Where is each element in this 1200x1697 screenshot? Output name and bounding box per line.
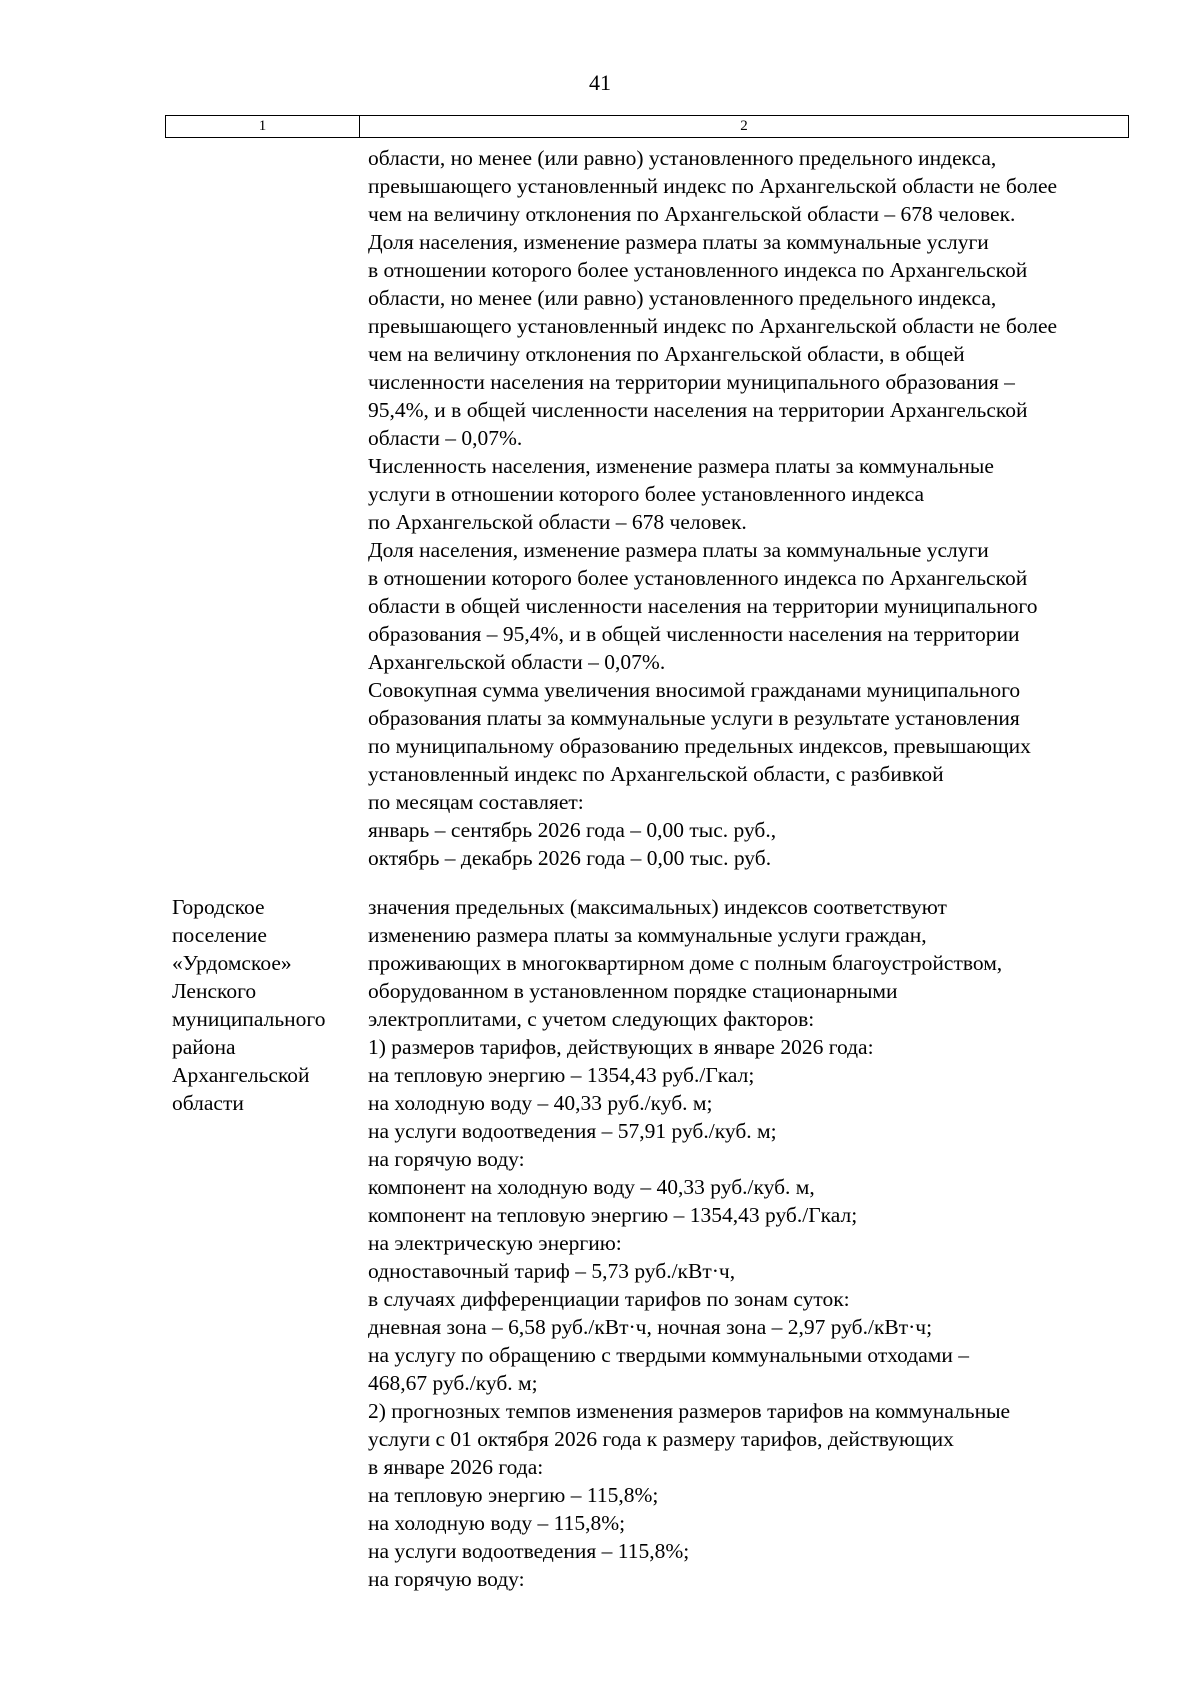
text-line: 468,67 руб./куб. м; — [368, 1371, 538, 1395]
text-line: в отношении которого более установленного индекса по Архангельской — [368, 566, 1028, 590]
text-line: на услугу по обращению с твердыми коммунальными отходами – — [368, 1343, 970, 1367]
text-line: в январе 2026 года: — [368, 1455, 544, 1479]
text-line: Совокупная сумма увеличения вносимой гражданами муниципального — [368, 678, 1021, 702]
text-line: численности населения на территории муниципального образования – — [368, 370, 1015, 394]
table-header-column-1: 1 — [166, 116, 360, 137]
table-header-row — [165, 115, 1129, 138]
text-line: компонент на холодную воду – 40,33 руб./куб. м, — [368, 1175, 815, 1199]
text-line: превышающего установленный индекс по Архангельской области не более — [368, 174, 1058, 198]
municipality-name-line: Городское — [172, 895, 265, 919]
text-line: чем на величину отклонения по Архангельской области, в общей — [368, 342, 965, 366]
text-line: на услуги водоотведения – 57,91 руб./куб. м; — [368, 1119, 777, 1143]
text-line: 2) прогнозных темпов изменения размеров тарифов на коммунальные — [368, 1399, 1011, 1423]
text-line: на холодную воду – 40,33 руб./куб. м; — [368, 1091, 713, 1115]
text-line: на электрическую энергию: — [368, 1231, 622, 1255]
municipality-name-line: поселение — [172, 923, 267, 947]
text-line: области – 0,07%. — [368, 426, 523, 450]
text-line: услуги в отношении которого более установленного индекса — [368, 482, 925, 506]
text-line: изменению размера платы за коммунальные услуги граждан, — [368, 923, 927, 947]
text-line: по Архангельской области – 678 человек. — [368, 510, 747, 534]
text-line: превышающего установленный индекс по Архангельской области не более — [368, 314, 1058, 338]
text-line: Доля населения, изменение размера платы за коммунальные услуги — [368, 230, 989, 254]
text-line: области, но менее (или равно) установленного предельного индекса, — [368, 146, 997, 170]
text-line: Численность населения, изменение размера платы за коммунальные — [368, 454, 994, 478]
text-line: области в общей численности населения на территории муниципального — [368, 594, 1038, 618]
municipality-name-line: «Урдомское» — [172, 951, 292, 975]
text-line: оборудованном в установленном порядке стационарными — [368, 979, 898, 1003]
text-line: значения предельных (максимальных) индексов соответствуют — [368, 895, 947, 919]
municipality-name-line: Архангельской — [172, 1063, 310, 1087]
text-line: на холодную воду – 115,8%; — [368, 1511, 626, 1535]
text-line: на горячую воду: — [368, 1147, 525, 1171]
text-line: одноставочный тариф – 5,73 руб./кВт·ч, — [368, 1259, 736, 1283]
text-line: электроплитами, с учетом следующих факторов: — [368, 1007, 815, 1031]
text-line: январь – сентябрь 2026 года – 0,00 тыс. руб., — [368, 818, 777, 842]
text-line: установленный индекс по Архангельской области, с разбивкой — [368, 762, 944, 786]
text-line: образования – 95,4%, и в общей численности населения на территории — [368, 622, 1020, 646]
text-line: на тепловую энергию – 1354,43 руб./Гкал; — [368, 1063, 755, 1087]
text-line: в случаях дифференциации тарифов по зонам суток: — [368, 1287, 850, 1311]
table-header-column-2: 2 — [740, 118, 748, 134]
text-line: услуги с 01 октября 2026 года к размеру тарифов, действующих — [368, 1427, 954, 1451]
municipality-name-line: Ленского — [172, 979, 257, 1003]
text-line: в отношении которого более установленного индекса по Архангельской — [368, 258, 1028, 282]
municipality-name-line: муниципального — [172, 1007, 326, 1031]
text-line: Архангельской области – 0,07%. — [368, 650, 666, 674]
municipality-name-line: области — [172, 1091, 244, 1115]
text-line: области, но менее (или равно) установленного предельного индекса, — [368, 286, 997, 310]
text-line: чем на величину отклонения по Архангельской области – 678 человек. — [368, 202, 1016, 226]
text-line: образования платы за коммунальные услуги в результате установления — [368, 706, 1020, 730]
block1-description — [368, 144, 1148, 872]
text-line: компонент на тепловую энергию – 1354,43 руб./Гкал; — [368, 1203, 858, 1227]
text-line: проживающих в многоквартирном доме с полным благоустройством, — [368, 951, 1003, 975]
text-line: 1) размеров тарифов, действующих в январе 2026 года: — [368, 1035, 874, 1059]
text-line: на услуги водоотведения – 115,8%; — [368, 1539, 690, 1563]
text-line: октябрь – декабрь 2026 года – 0,00 тыс. руб. — [368, 846, 772, 870]
text-line: по месяцам составляет: — [368, 790, 584, 814]
text-line: дневная зона – 6,58 руб./кВт·ч, ночная зона – 2,97 руб./кВт·ч; — [368, 1315, 933, 1339]
text-line: Доля населения, изменение размера платы за коммунальные услуги — [368, 538, 989, 562]
block2-description — [368, 893, 1148, 1593]
text-line: на горячую воду: — [368, 1567, 525, 1591]
municipality-name — [172, 893, 362, 1117]
text-line: по муниципальному образованию предельных индексов, превышающих — [368, 734, 1031, 758]
text-line: на тепловую энергию – 115,8%; — [368, 1483, 659, 1507]
text-line: 95,4%, и в общей численности населения на территории Архангельской — [368, 398, 1028, 422]
page-number: 41 — [589, 70, 611, 95]
municipality-name-line: района — [172, 1035, 236, 1059]
